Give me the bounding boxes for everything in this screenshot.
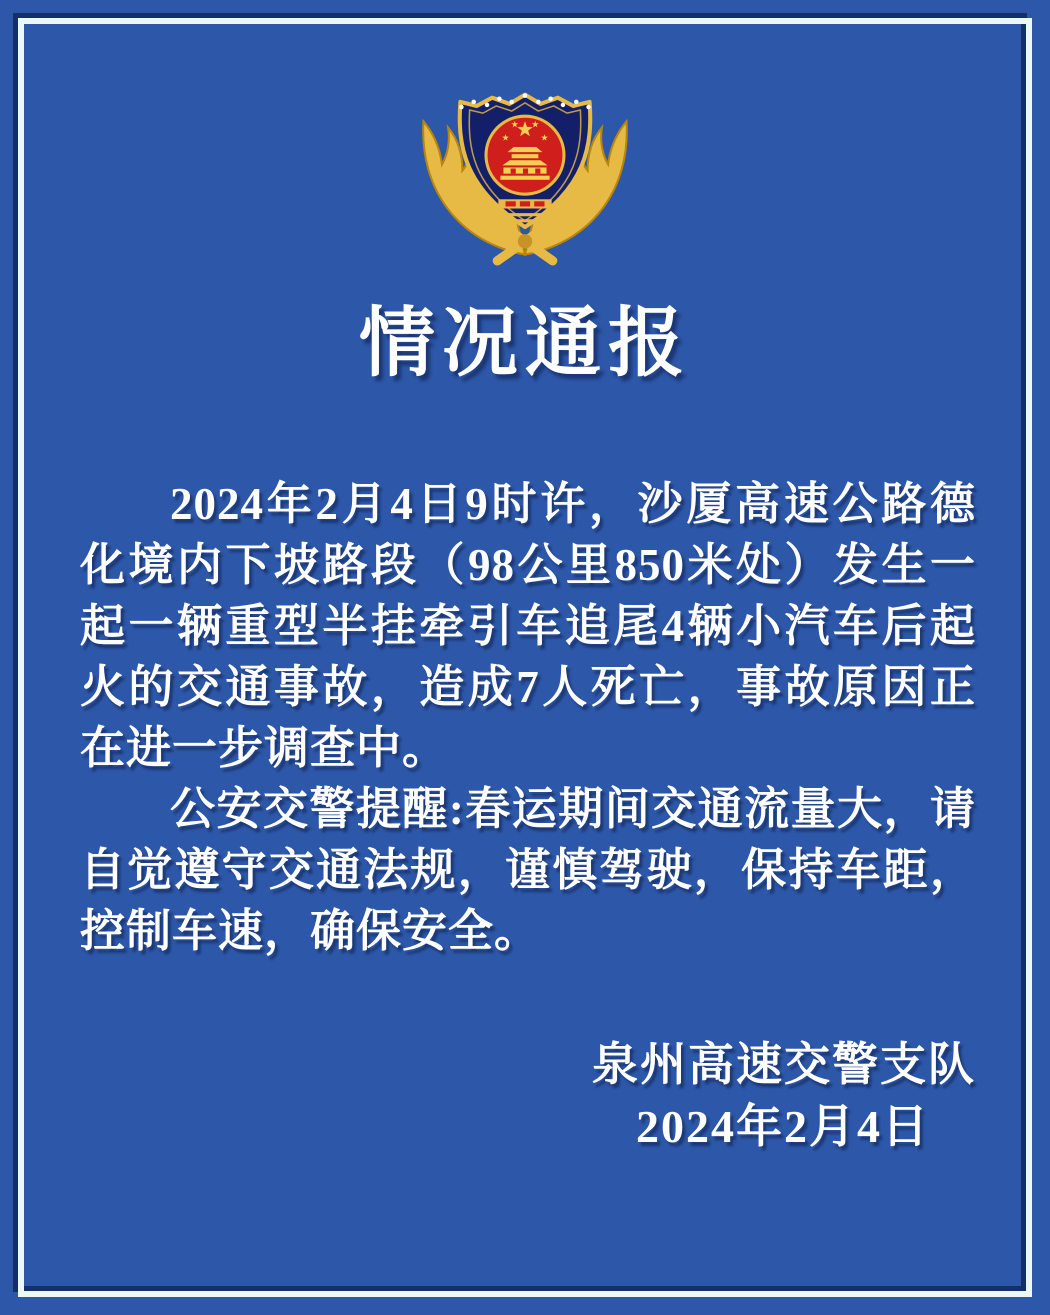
notice-body xyxy=(80,474,976,962)
signature-block xyxy=(592,1034,976,1158)
signature-date: 2024年2月4日 xyxy=(636,1101,930,1152)
signature-unit: 泉州高速交警支队 xyxy=(592,1039,976,1090)
notice-paragraph-1: 2024年2月4日9时许，沙厦高速公路德化境内下坡路段（98公里850米处）发生一起一辆重型半挂牵引车追尾4辆小汽车后起火的交通事故，造成7人死亡，事故原因正在进一步调查中。 xyxy=(80,479,976,773)
china-police-badge-icon xyxy=(396,68,654,268)
notice-title: 情况通报 xyxy=(359,302,691,386)
notice-paragraph-2: 公安交警提醒:春运期间交通流量大，请自觉遵守交通法规，谨慎驾驶，保持车距，控制车速，确保安全。 xyxy=(80,784,976,956)
